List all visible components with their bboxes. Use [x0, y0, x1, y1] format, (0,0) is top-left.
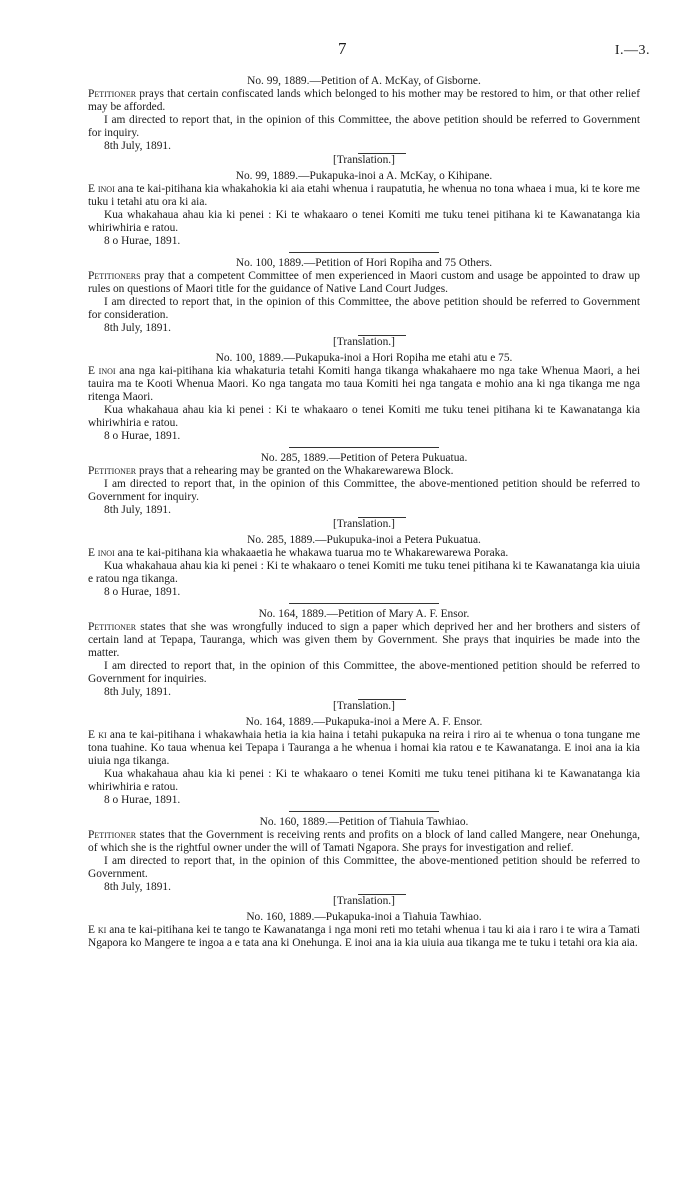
petition-lead: Petitioner	[88, 829, 137, 841]
translation-text	[88, 365, 640, 404]
section-separator	[289, 252, 439, 253]
petition-lead: Petitioner	[88, 465, 137, 477]
petition-lead: Petitioner	[88, 88, 137, 100]
petition-text	[88, 270, 640, 296]
petition-body: pray that a competent Committee of men experienced in Maori custom and usage be appointed to draw up rules on questions of Maori title for the guidance of Native Land Court Judges.	[88, 270, 640, 295]
committee-report: I am directed to report that, in the opinion of this Committee, the above petition should be referred to Government for inquiry.	[88, 114, 640, 139]
petition-body: states that the Government is receiving rents and profits on a block of land called Mangere, near Onehunga, of which she is the rightful owner under the will of Tamati Ngapora. She prays for investigation and relief.	[88, 829, 640, 854]
translation-label: [Translation.]	[333, 700, 395, 712]
translation-lead: E inoi	[88, 365, 116, 377]
petition-body: prays that certain confiscated lands which belonged to his mother may be restored to him, or that other relief may be afforded.	[88, 88, 640, 113]
document-reference: I.—3.	[614, 43, 650, 58]
translation-report: Kua whakahaua ahau kia ki penei : Ki te whakaaro o tenei Komiti me tuku tenei pitihana ki te Kawanatanga kia whiriwhiria e ratou.	[88, 209, 640, 234]
petition-text	[88, 88, 640, 114]
petition-lead: Petitioners	[88, 270, 141, 282]
translation-lead: E ki	[88, 729, 107, 741]
page-number: 7	[338, 39, 347, 58]
petition-title: No. 100, 1889.—Petition of Hori Ropiha and 75 Others.	[235, 257, 493, 269]
translation-label: [Translation.]	[333, 518, 395, 530]
translation-body: ana te kai-pitihana kia whakahokia ki aia etahi whenua i raupatutia, he whenua no tona whaea i mua, ki te kore me tuku i tetahi atu ora ki aia.	[88, 183, 640, 208]
translation-lead: E ki	[88, 924, 107, 936]
petition-section	[88, 257, 640, 448]
petition-title: No. 99, 1889.—Petition of A. McKay, of Gisborne.	[247, 75, 481, 87]
translation-title: No. 100, 1889.—Pukapuka-inoi a Hori Ropiha me etahi atu e 75.	[215, 352, 513, 364]
translation-body: ana nga kai-pitihana kia whakaturia tetahi Komiti hanga tikanga whakahaere mo nga take Whenua Maori, a hei tauira ma te Kooti Whenua Maori. Ko nga tangata mo taua Komiti hei nga tangata e mohio ana ki nga tikanga me nga ritenga Maori.	[88, 365, 640, 403]
committee-report: I am directed to report that, in the opinion of this Committee, the above-mentioned petition should be referred to Government for inquiry.	[88, 478, 640, 503]
committee-report: I am directed to report that, in the opinion of this Committee, the above petition should be referred to Government for consideration.	[88, 296, 640, 321]
report-date: 8th July, 1891.	[104, 504, 171, 516]
petition-section	[88, 608, 640, 812]
page-header	[88, 39, 650, 72]
translation-report: Kua whakahaua ahau kia ki penei : Ki te whakaaro o tenei Komiti me tuku tenei pitihana ki te Kawanatanga kia whiriwhiria e ratou.	[88, 404, 640, 429]
document-page	[88, 39, 650, 951]
translation-date: 8 o Hurae, 1891.	[104, 586, 181, 598]
translation-text	[88, 183, 640, 209]
translation-lead: E inoi	[88, 547, 115, 559]
petition-title: No. 285, 1889.—Petition of Petera Pukuatua.	[260, 452, 468, 464]
translation-title: No. 164, 1889.—Pukapuka-inoi a Mere A. F. Ensor.	[245, 716, 483, 728]
translation-lead: E inoi	[88, 183, 115, 195]
translation-text	[88, 729, 640, 768]
translation-report: Kua whakahaua ahau kia ki penei : Ki te whakaaro o tenei Komiti me tuku tenei pitihana ki te Kawanatanga kia whiriwhiria e ratou.	[88, 768, 640, 793]
section-separator	[289, 447, 439, 448]
report-date: 8th July, 1891.	[104, 686, 171, 698]
translation-title: No. 160, 1889.—Pukapuka-inoi a Tiahuia Tawhiao.	[246, 911, 482, 923]
translation-date: 8 o Hurae, 1891.	[104, 430, 181, 442]
petition-title: No. 160, 1889.—Petition of Tiahuia Tawhiao.	[259, 816, 469, 828]
petition-text	[88, 829, 640, 855]
translation-label: [Translation.]	[333, 336, 395, 348]
petition-text	[88, 465, 640, 478]
committee-report: I am directed to report that, in the opinion of this Committee, the above-mentioned petition should be referred to Government for inquiries.	[88, 660, 640, 685]
petition-section	[88, 452, 640, 604]
translation-title: No. 99, 1889.—Pukapuka-inoi a A. McKay, o Kihipane.	[235, 170, 493, 182]
translation-body: ana te kai-pitihana i whakawhaia hetia ia kia haina i tetahi pukapuka na reira i riro ai te whenua o tona tungane me tona tuahine. Ko taua whenua kei Tepapa i Tauranga a he whenua i homai kia ratou e te Kawanatanga. E inoi ana ia kia uiuia nga tikanga.	[88, 729, 640, 767]
translation-report: Kua whakahaua ahau kia ki penei : Ki te whakaaro o tenei Komiti me tuku tenei pitihana ki te Kawanatanga kia uiuia e ratou nga tikanga.	[88, 560, 640, 585]
petition-body: prays that a rehearing may be granted on the Whakarewarewa Block.	[136, 465, 454, 477]
report-date: 8th July, 1891.	[104, 881, 171, 893]
translation-title: No. 285, 1889.—Pukupuka-inoi a Petera Pukuatua.	[247, 534, 481, 546]
translation-body: ana te kai-pitihana kia whakaaetia he whakawa tuarua mo te Whakarewarewa Poraka.	[114, 547, 509, 559]
translation-date: 8 o Hurae, 1891.	[104, 794, 181, 806]
report-date: 8th July, 1891.	[104, 322, 171, 334]
translation-label: [Translation.]	[333, 895, 395, 907]
section-separator	[289, 811, 439, 812]
translation-body: ana te kai-pitihana kei te tango te Kawanatanga i nga moni reti mo tetahi whenua i tau ki aia i raro i te wira a Tamati Ngapora ko Mangere te ingoa a e tata ana ki Onehunga. E inoi ana ia kia uiuia aua tikanga me te tuku i tetahi ora kia aia.	[88, 924, 641, 949]
translation-date: 8 o Hurae, 1891.	[104, 235, 181, 247]
petition-title: No. 164, 1889.—Petition of Mary A. F. Ensor.	[258, 608, 470, 620]
petition-section	[88, 816, 640, 950]
translation-label: [Translation.]	[333, 154, 395, 166]
petition-lead: Petitioner	[88, 621, 137, 633]
petition-text	[88, 621, 640, 660]
section-separator	[289, 603, 439, 604]
petition-body: states that she was wrongfully induced to sign a paper which deprived her and her brothers and sisters of certain land at Tepapa, Tauranga, which was given them by Government. She prays that inquiries be made into the matter.	[88, 621, 640, 659]
petition-section	[88, 75, 640, 253]
committee-report: I am directed to report that, in the opinion of this Committee, the above-mentioned petition should be referred to Government.	[88, 855, 640, 880]
report-date: 8th July, 1891.	[104, 140, 171, 152]
translation-text	[88, 924, 640, 950]
translation-text	[88, 547, 640, 560]
